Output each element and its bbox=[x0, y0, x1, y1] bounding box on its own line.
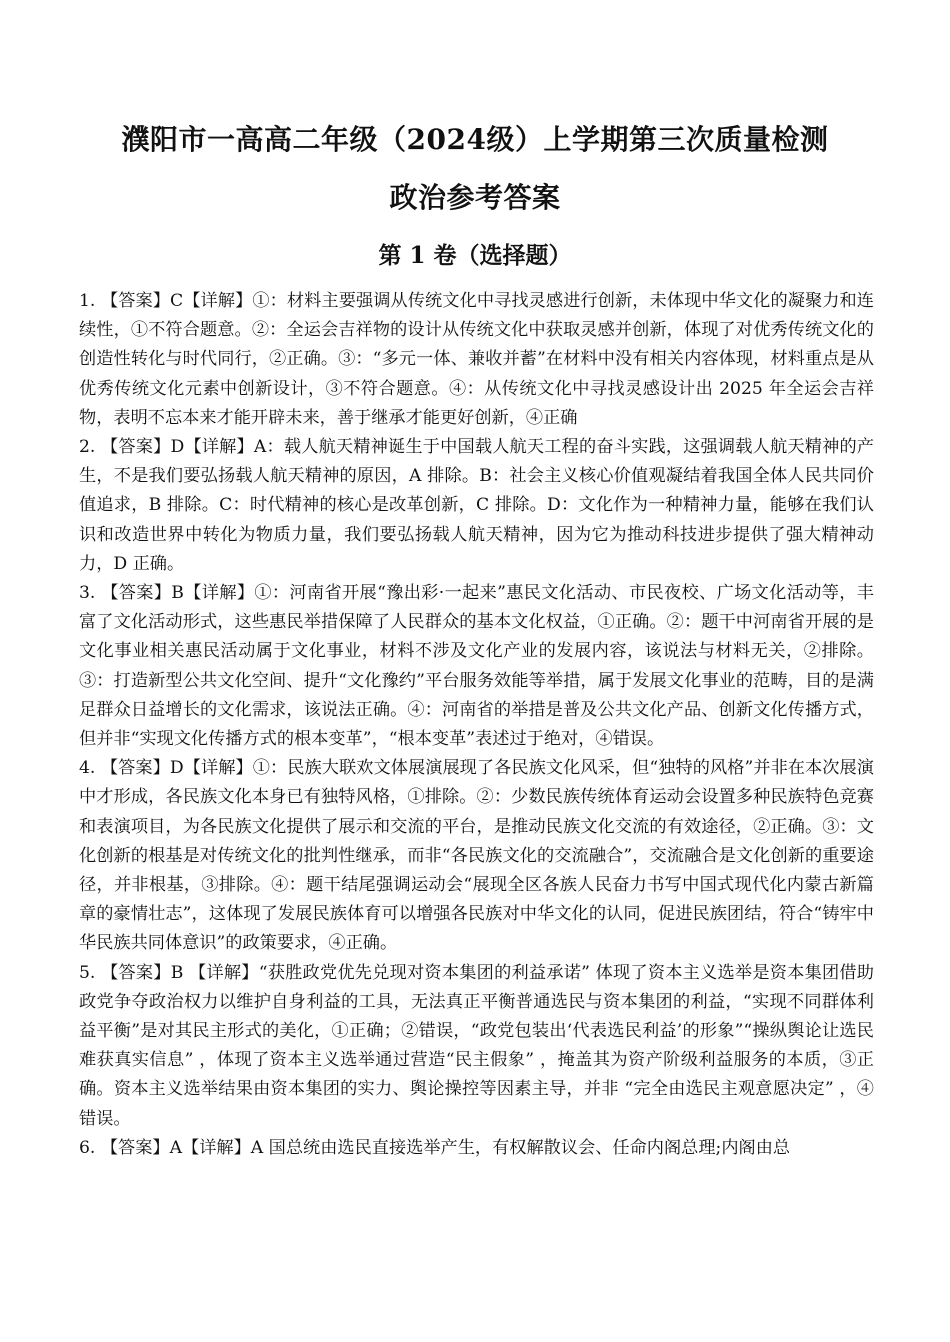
answer-item-3: 3. 【答案】B【详解】①：河南省开展“豫出彩·一起来”惠民文化活动、市民夜校、广场文化活动等，丰富了文化活动形式，这些惠民举措保障了人民群众的基本文化权益，①正确。②：题干中河南省开展的是文化事业相关惠民活动属于文化事业，材料不涉及文化产业的发展内容，该说法与材料无关，②排除。③：打造新型公共文化空间、提升“文化豫约”平台服务效能等举措，属于发展文化事业的范畴，目的是满足群众日益增长的文化需求，该说法正确。④：河南省的举措是普及公共文化产品、创新文化传播方式，但并非“实现文化传播方式的根本变革”，“根本变革”表述过于绝对，④错误。 bbox=[79, 583, 874, 750]
answer-item-1: 1. 【答案】C【详解】①：材料主要强调从传统文化中寻找灵感进行创新，未体现中华文化的凝聚力和连续性，①不符合题意。②：全运会吉祥物的设计从传统文化中获取灵感并创新，体现了对优秀传统文化的创造性转化与时代同行，②正确。③：“多元一体、兼收并蓄”在材料中没有相关内容体现，材料重点是从优秀传统文化元素中创新设计，③不符合题意。④：从传统文化中寻找灵感设计出 2025 年全运会吉祥物，表明不忘本来才能开辟未来，善于继承才能更好创新，④正确 bbox=[79, 291, 874, 428]
answer-item-2: 2. 【答案】D【详解】A：载人航天精神诞生于中国载人航天工程的奋斗实践，这强调载人航天精神的产生，不是我们要弘扬载人航天精神的原因，A 排除。B：社会主义核心价值观凝结着我国全体人民共同价值追求，B 排除。C：时代精神的核心是改革创新，C 排除。D：文化作为一种精神力量，能够在我们认识和改造世界中转化为物质力量，我们要弘扬载人航天精神，因为它为推动科技进步提供了强大精神动力，D 正确。 bbox=[79, 437, 874, 574]
answer-list bbox=[79, 287, 874, 1163]
answer-item-5: 5. 【答案】B 【详解】“获胜政党优先兑现对资本集团的利益承诺” 体现了资本主义选举是资本集团借助政党争夺政治权力以维护自身利益的工具，无法真正平衡普通选民与资本集团的利益，“实现不同群体利益平衡”是对其民主形式的美化，①正确；②错误，“政党包装出‘代表选民利益’的形象”“操纵舆论让选民难获真实信息” ，体现了资本主义选举通过营造“民主假象” ，掩盖其为资产阶级利益服务的本质，③正确。资本主义选举结果由资本集团的实力、舆论操控等因素主导，并非 “完全由选民主观意愿决定” ，④错误。 bbox=[79, 962, 874, 1129]
section-heading: 第 1 卷（选择题） bbox=[378, 242, 572, 269]
answer-item-4: 4. 【答案】D【详解】①：民族大联欢文体展演展现了各民族文化风采，但“独特的风格”并非在本次展演中才形成，各民族文化本身已有独特风格，①排除。②：少数民族传统体育运动会设置多种民族特色竞赛和表演项目，为各民族文化提供了展示和交流的平台，是推动民族文化交流的有效途径，②正确。③：文化创新的根基是对传统文化的批判性继承，而非“各民族文化的交流融合”，交流融合是文化创新的重要途径，并非根基，③排除。④：题干结尾强调运动会“展现全区各族人民奋力书写中国式现代化内蒙古新篇章的豪情壮志”，这体现了发展民族体育可以增强各民族对中华文化的认同，促进民族团结，符合“铸牢中华民族共同体意识”的政策要求，④正确。 bbox=[79, 758, 874, 954]
answer-item-6: 6. 【答案】A【详解】A 国总统由选民直接选举产生，有权解散议会、任命内阁总理;内阁由总 bbox=[79, 1137, 791, 1158]
document-title: 濮阳市一高高二年级（2024级）上学期第三次质量检测 bbox=[121, 123, 829, 156]
document-subtitle: 政治参考答案 bbox=[389, 181, 561, 214]
